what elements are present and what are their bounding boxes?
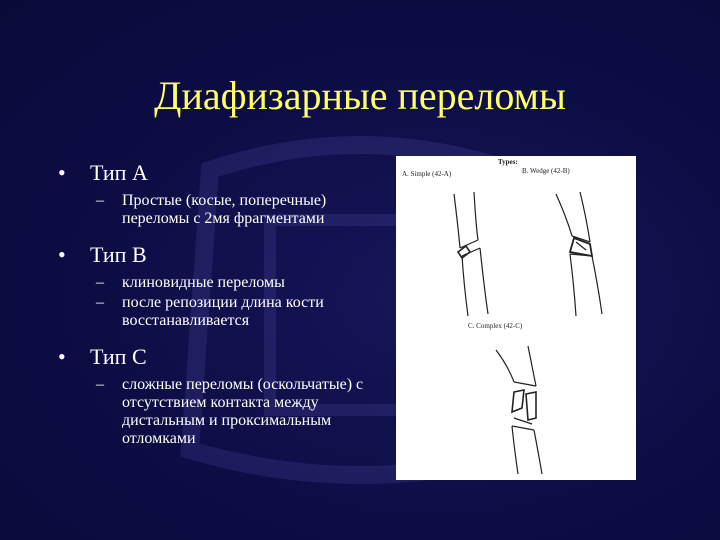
fracture-types-figure bbox=[396, 156, 636, 480]
figure-label-simple: A. Simple (42-A) bbox=[402, 170, 452, 178]
bullet-type-a bbox=[58, 160, 388, 186]
bullet-dot-icon: • bbox=[58, 242, 66, 267]
figure-label-complex: C. Complex (42-C) bbox=[468, 322, 523, 330]
bullet-list bbox=[58, 160, 388, 448]
bullet-label: Тип А bbox=[90, 160, 148, 185]
simple-fracture-drawing bbox=[454, 192, 488, 316]
bullet-dot-icon: • bbox=[58, 344, 66, 369]
sub-bullet bbox=[58, 376, 388, 448]
sub-bullet-text: после репозиции длина кости восстанавливается bbox=[122, 294, 324, 329]
bullet-type-c bbox=[58, 344, 388, 370]
bullet-type-b bbox=[58, 242, 388, 268]
wedge-fracture-drawing bbox=[556, 192, 602, 316]
sub-bullet bbox=[58, 192, 388, 228]
figure-label-wedge: B. Wedge (42-B) bbox=[522, 167, 570, 175]
fracture-drawings bbox=[396, 156, 636, 480]
sub-bullet-text: Простые (косые, поперечные) переломы с 2мя фрагментами bbox=[122, 192, 327, 227]
bullet-dot-icon: • bbox=[58, 160, 66, 185]
dash-icon: – bbox=[96, 294, 104, 311]
slide-title: Диафизарные переломы bbox=[154, 73, 566, 118]
figure-types-label: Types: bbox=[498, 158, 518, 166]
complex-fracture-drawing bbox=[496, 346, 542, 474]
bullet-label: Тип С bbox=[90, 344, 147, 369]
dash-icon: – bbox=[96, 192, 104, 209]
dash-icon: – bbox=[96, 274, 104, 291]
sub-bullet bbox=[58, 274, 388, 292]
dash-icon: – bbox=[96, 376, 104, 393]
bullet-label: Тип В bbox=[90, 242, 147, 267]
sub-bullet bbox=[58, 294, 388, 330]
sub-bullet-text: сложные переломы (оскольчатые) с отсутствием контакта между дистальным и проксимальным отломками bbox=[122, 376, 364, 447]
sub-bullet-text: клиновидные переломы bbox=[122, 274, 285, 291]
